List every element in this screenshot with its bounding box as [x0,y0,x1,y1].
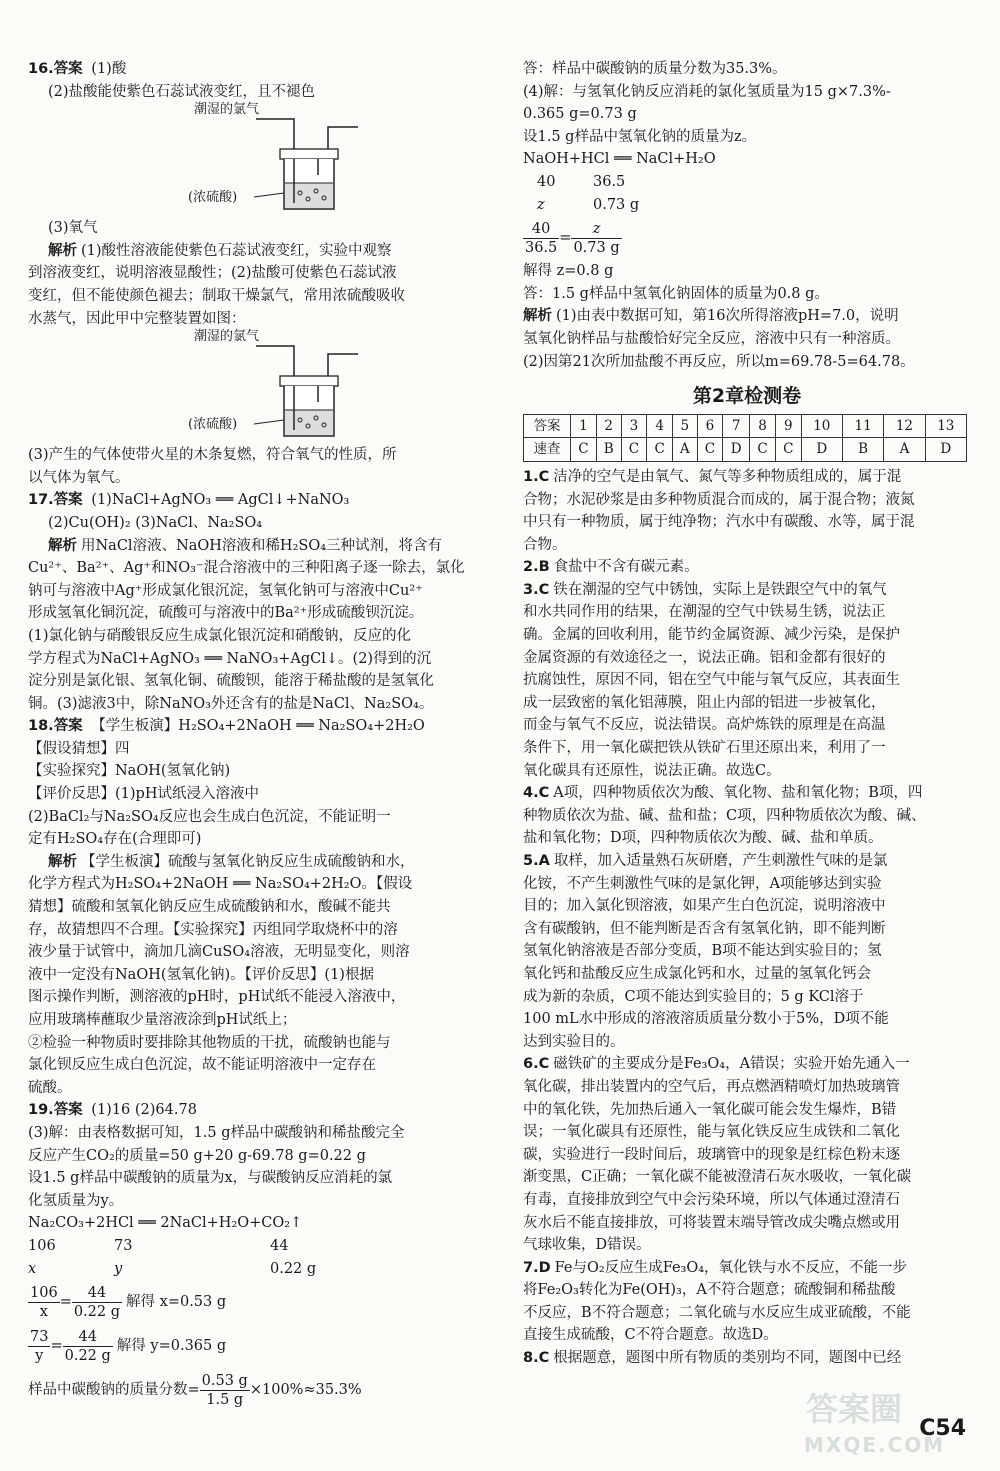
gas-washing-bottle-figure-1 [28,102,466,215]
item-3-line-2: 和水共同作用的结果，在潮湿的空气中铁易生锈，说法正 [523,604,886,621]
q16-answer-key: 答案 [53,61,83,77]
q18-analysis-line-3: 猜想】硫酸和氢氧化钠反应生成硫酸钠和水，酸碱不能共 [28,899,391,916]
q19-mass-ratio-row: 106 73 44 [28,1237,289,1254]
item-6-line-5: 碳，实验进行一段时间后，玻璃管中的现象是红棕色粉末逐 [523,1146,900,1163]
item-2-number: 2.B [523,559,550,576]
item-6-line-6: 渐变黑，C正确；一氧化碳不能被澄清石灰水吸收，一氧化碳 [523,1169,912,1186]
q18-analysis-line-10: 氯化钡反应生成白色沉淀，故不能证明溶液中一定存在 [28,1057,376,1074]
q16-analysis-line-6: 以气体为氧气。 [28,469,130,486]
chapter-items [523,466,971,1370]
q17-analysis-line-8: 铜。(3)滤液3中，除NaNO₃外还含有的盐是NaCl、Na₂SO₄。 [28,695,434,712]
q18-analysis-line-6: 液中一定没有NaOH(氢氧化钠)。【评价反思】(1)根据 [28,966,374,983]
answer-table-answer-row: 速查 C B C C A C D C C D B A D [524,438,967,462]
q19-answer-line: 19.答案 (1)16 (2)64.78 [28,1102,197,1119]
q17-analysis-key: 解析 [48,537,77,554]
item-4-number: 4.C [523,785,550,802]
q17-analysis-line-1: 解析 用NaCl溶液、NaOH溶液和稀H₂SO₄三种试剂，将含有 [48,537,443,554]
q18-analysis-line-8: 应用玻璃棒蘸取少量溶液涂到pH试纸上； [28,1012,297,1028]
item-3-line-5: 抗腐蚀性，原因不同，铝在空气中能与氧气反应，其表面生 [523,672,900,689]
q19-fraction-y: $\frac{73}{y}$ = $\frac{44}{0.22 g}$ 解得 y=0.365 g [30,1328,227,1364]
item-7-line-2: 将Fe₂O₃转化为Fe(OH)₃，A不符合题意；硫酸铜和稀盐酸 [523,1282,896,1299]
item-7-line-4: 直接生成硫酸，C不符合题意。故选D。 [523,1327,778,1344]
item-6-line-1: 6.C 磁铁矿的主要成分是Fe₃O₄，A错误；实验开始先通入一 [523,1056,910,1073]
q16-part2: (2)盐酸能使紫色石蕊试液变红，且不褪色 [48,83,316,100]
item-3-line-7: 而金与氧气不反应，说法错误。高炉炼铁的原理是在高温 [523,717,886,734]
item-3-line-6: 成一层致密的氧化铝薄膜，阻止内部的铝进一步被氧化， [523,694,886,711]
item-6-line-7: 有毒，直接排放到空气中会污染环境，所以气体通过澄清石 [523,1191,900,1208]
item-5-line-2: 化铵，不产生刺激性气味的是氯化钾，A项能够达到实验 [523,875,882,892]
item-5-line-7: 成为新的杂质，C项不能达到实验目的；5 g KCl溶于 [523,988,864,1005]
item-3-line-4: 金属资源的有效途径之一，说法正确。铝和金都有很好的 [523,649,886,666]
item-8-line-1: 8.C 根据题意，题图中所有物质的类别均不同，题图中已经 [523,1350,902,1367]
item-3-line-3: 确。金属的回收利用，能节约金属资源、减少污染，是保护 [523,627,900,644]
item-1-line-2: 合物；水泥砂浆是由多种物质混合而成的，属于混合物；液氮 [523,491,915,508]
q18-analysis-line-11: 硫酸。 [28,1079,72,1096]
q19-line-3: 设1.5 g样品中碳酸钠的质量为x，与碳酸钠反应消耗的氯 [28,1170,393,1187]
left-column [28,58,466,1412]
q19-line-1: (3)解：由表格数据可知，1.5 g样品中碳酸钠和稀盐酸完全 [28,1124,405,1141]
r-unknown-row: z 0.73 g [537,196,640,213]
item-4-line-3: 盐和氧化物；D项，四种物质依次为酸、碱、盐和单质。 [523,830,883,847]
q19-line-2: 反应产生CO₂的质量=50 g+20 g-69.78 g=0.22 g [28,1147,366,1164]
q18-analysis-line-5: 液少量于试管中，滴加几滴CuSO₄溶液，无明显变化，则溶 [28,944,410,961]
page-number: C54 [919,1416,966,1441]
item-6-line-4: 误；一氧化碳具有还原性，能与氧化铁反应生成铁和二氧化 [523,1124,900,1141]
q18-analysis-key: 解析 [48,853,77,870]
r-line-2: (4)解：与氢氧化钠反应消耗的氯化氢质量为15 g×7.3%- [523,83,891,100]
item-8-number: 8.C [523,1350,550,1367]
q18-number: 18. [28,718,54,735]
item-4-line-2: 种物质依次为盐、碱、盐和盐；C项，四种物质依次为酸、碱、 [523,807,926,824]
q18-analysis-line-9: ②检验一种物质时要排除其他物质的干扰，硫酸钠也能与 [28,1034,391,1051]
chapter-title: 第2章检测卷 [692,385,802,408]
item-4-line-1: 4.C A项，四种物质依次为酸、氧化物、盐和氧化物；B项，四 [523,785,923,802]
r-analysis-line-1: 解析 (1)由表中数据可知，第16次所得溶液pH=7.0，说明 [523,308,899,325]
q17-part2: (2)Cu(OH)₂ (3)NaCl、Na₂SO₄ [48,514,263,531]
r-fraction-z: $\frac{40}{36.5}$ = $\frac{z}{0.73 g}$ [525,220,620,256]
item-3-number: 3.C [523,581,550,598]
item-6-line-8: 灰水后不能直接排放，可将装置末端导管改成尖嘴点燃或用 [523,1214,900,1231]
fig1-gas-label: 潮湿的氯气 [194,102,260,118]
item-7-line-3: 不反应，B不符合题意；二氧化硫与水反应生成亚硫酸，不能 [523,1304,911,1321]
q18-line-1: 【假设猜想】四 [28,740,130,757]
item-5-line-8: 100 mL水中形成的溶液溶质质量分数小于5%，D项不能 [523,1011,889,1028]
item-1-line-4: 合物。 [523,536,567,553]
r-analysis-line-3: (2)因第21次所加盐酸不再反应，所以m=69.78-5=64.78。 [523,353,915,370]
q16-number: 16. [28,61,54,77]
r-analysis-line-2: 氢氧化钠样品与盐酸恰好完全反应，溶液中只有一种溶质。 [523,330,900,347]
item-3-line-1: 3.C 铁在潮湿的空气中锈蚀，实际上是铁跟空气中的氧气 [523,581,887,598]
item-1-line-1: 1.C 洁净的空气是由氧气、氮气等多种物质组成的，属于混 [523,468,902,485]
q19-mass-fraction: 样品中碳酸钠的质量分数= $\frac{0.53 g}{1.5 g}$ ×100%≈35.3% [28,1372,362,1408]
right-column [523,58,971,1370]
watermark [796,1390,986,1458]
q19-unknown-row: x y 0.22 g [28,1260,317,1277]
r-mass-ratio-row: 40 36.5 [537,173,626,190]
q17-analysis-line-3: 钠可与溶液中Ag⁺形成氯化银沉淀，氢氧化钠可与溶液中Cu²⁺ [28,582,423,599]
item-5-line-6: 氧化钙和盐酸反应生成氯化钙和水，过量的氢氧化钙会 [523,965,871,982]
q16-analysis-line-5: (3)产生的气体使带火星的木条复燃，符合氧气的性质，所 [28,447,397,464]
q16-part1: (1)酸 [91,61,127,77]
q16-analysis-line-3: 变红，但不能使颜色褪去；制取干燥氯气，常用浓硫酸吸收 [28,287,405,304]
q17-analysis-line-4: 形成氢氧化铜沉淀，硫酸可与溶液中的Ba²⁺形成硫酸钡沉淀。 [28,605,424,622]
q18-answer-key: 答案 [53,718,83,735]
item-6-line-3: 中的氧化铁，先加热后通入一氧化碳可能会发生爆炸，B错 [523,1101,897,1118]
q19-number: 19. [28,1102,54,1119]
item-5-line-4: 含有碳酸钠，但不能判断是否含有氢氧化钠，即不能判断 [523,920,886,937]
watermark-logo: 答案圈 [806,1390,903,1428]
q18-line-4: (2)BaCl₂与Na₂SO₄反应也会生成白色沉淀，不能证明一 [28,808,391,825]
q18-line-5: 定有H₂SO₄存在(合理即可) [28,831,202,848]
q19-equation: Na₂CO₃+2HCl ══ 2NaCl+H₂O+CO₂↑ [28,1215,303,1232]
q17-answer-line: 17.答案 (1)NaCl+AgNO₃ ══ AgCl↓+NaNO₃ [28,492,350,509]
r-equation: NaOH+HCl ══ NaCl+H₂O [523,151,716,168]
answer-table-number-row: 答案 1 2 3 4 5 6 7 8 9 10 11 12 13 [524,414,967,438]
q16-part3: (3)氧气 [48,220,98,237]
r-line-5: 解得 z=0.8 g [523,263,614,280]
q16-analysis-line-1: 解析 (1)酸性溶液能使紫色石蕊试液变红，实验中观察 [48,242,392,259]
item-6-number: 6.C [523,1056,550,1073]
q19-fraction-x: $\frac{106}{x}$ = $\frac{44}{0.22 g}$ 解得 x=0.53 g [30,1284,227,1320]
r-line-1: 答：样品中碳酸钠的质量分数为35.3%。 [523,61,787,77]
item-6-line-2: 氧化碳，排出装置内的空气后，再点燃酒精喷灯加热玻璃管 [523,1078,900,1095]
q19-answer-key: 答案 [53,1102,83,1119]
q17-analysis-line-7: 淀分别是氯化银、氢氧化铜、硫酸钡，能溶于稀盐酸的是氢氧化 [28,673,434,690]
q16-analysis-line-4: 水蒸气，因此甲中完整装置如图： [28,310,246,327]
item-5-line-3: 目的；加入氯化钡溶液，如果产生白色沉淀，说明溶液中 [523,898,886,915]
answer-table [523,414,967,462]
q18-analysis-line-4: 存，故猜想四不合理。【实验探究】丙组同学取烧杯中的溶 [28,921,398,938]
q17-analysis-line-2: Cu²⁺、Ba²⁺、Ag⁺和NO₃⁻混合溶液中的三种阳离子逐一除去，氯化 [28,560,465,577]
item-7-line-1: 7.D Fe与O₂反应生成Fe₃O₄，氧化铁与水不反应，不能一步 [523,1259,908,1276]
fig1-acid-label: (浓硫酸) [188,190,238,206]
item-7-number: 7.D [523,1259,551,1276]
q16-answer-line [28,58,466,81]
item-5-line-9: 达到实验目的。 [523,1033,625,1050]
q16-analysis-line-2: 到溶液变红，说明溶液显酸性；(2)盐酸可使紫色石蕊试液 [28,265,397,282]
r-analysis-key: 解析 [523,308,552,325]
q18-analysis-line-1: 解析 【学生板演】硫酸与氢氧化钠反应生成硫酸钠和水， [48,853,415,870]
item-1-line-3: 中只有一种物质，属于纯净物；汽水中有碳酸、水等，属于混 [523,514,915,531]
q18-line-3: 【评价反思】(1)pH试纸浸入溶液中 [28,786,259,803]
r-line-3: 0.365 g=0.73 g [523,106,637,123]
q16-analysis-key: 解析 [48,242,77,259]
q17-analysis-line-5: (1)氯化钠与硝酸银反应生成氯化银沉淀和硝酸钠，反应的化 [28,627,412,644]
item-1-number: 1.C [523,468,550,485]
r-line-6: 答：1.5 g样品中氢氧化钠固体的质量为0.8 g。 [523,285,829,302]
item-5-line-5: 氢氧化钠溶液是否部分变质，B项不能达到实验目的；氢 [523,943,882,960]
fig2-gas-label: 潮湿的氯气 [194,329,260,345]
watermark-site: MXQE.COM [804,1433,946,1457]
r-line-4: 设1.5 g样品中氢氧化钠的质量为z。 [523,128,757,145]
q18-analysis-line-2: 化学方程式为H₂SO₄+2NaOH ══ Na₂SO₄+2H₂O。【假设 [28,876,413,893]
fig2-acid-label: (浓硫酸) [188,417,238,433]
q18-line-2: 【实验探究】NaOH(氢氧化钠) [28,763,231,780]
item-5-number: 5.A [523,853,550,869]
item-2-line-1: 2.B 食盐中不含有碳元素。 [523,559,699,576]
q17-answer-key: 答案 [53,492,83,509]
q17-analysis-line-6: 学方程式为NaCl+AgNO₃ ══ NaNO₃+AgCl↓。(2)得到的沉 [28,650,432,667]
gas-washing-bottle-figure-2 [28,329,466,442]
q19-line-4: 化氢质量为y。 [28,1192,124,1209]
item-6-line-9: 气球收集，D错误。 [523,1237,651,1254]
item-5-line-1: 5.A 取样，加入适量熟石灰研磨，产生刺激性气味的是氯 [523,853,888,869]
q18-analysis-line-7: 图示操作判断，测溶液的pH时，pH试纸不能浸入溶液中， [28,989,406,1006]
q18-answer-line: 18.答案 【学生板演】H₂SO₄+2NaOH ══ Na₂SO₄+2H₂O [28,718,425,735]
q17-number: 17. [28,492,54,509]
item-3-line-9: 氧化碳具有还原性，说法正确。故选C。 [523,762,781,779]
item-3-line-8: 条件下，用一氧化碳把铁从铁矿石里还原出来，利用了一 [523,740,886,757]
